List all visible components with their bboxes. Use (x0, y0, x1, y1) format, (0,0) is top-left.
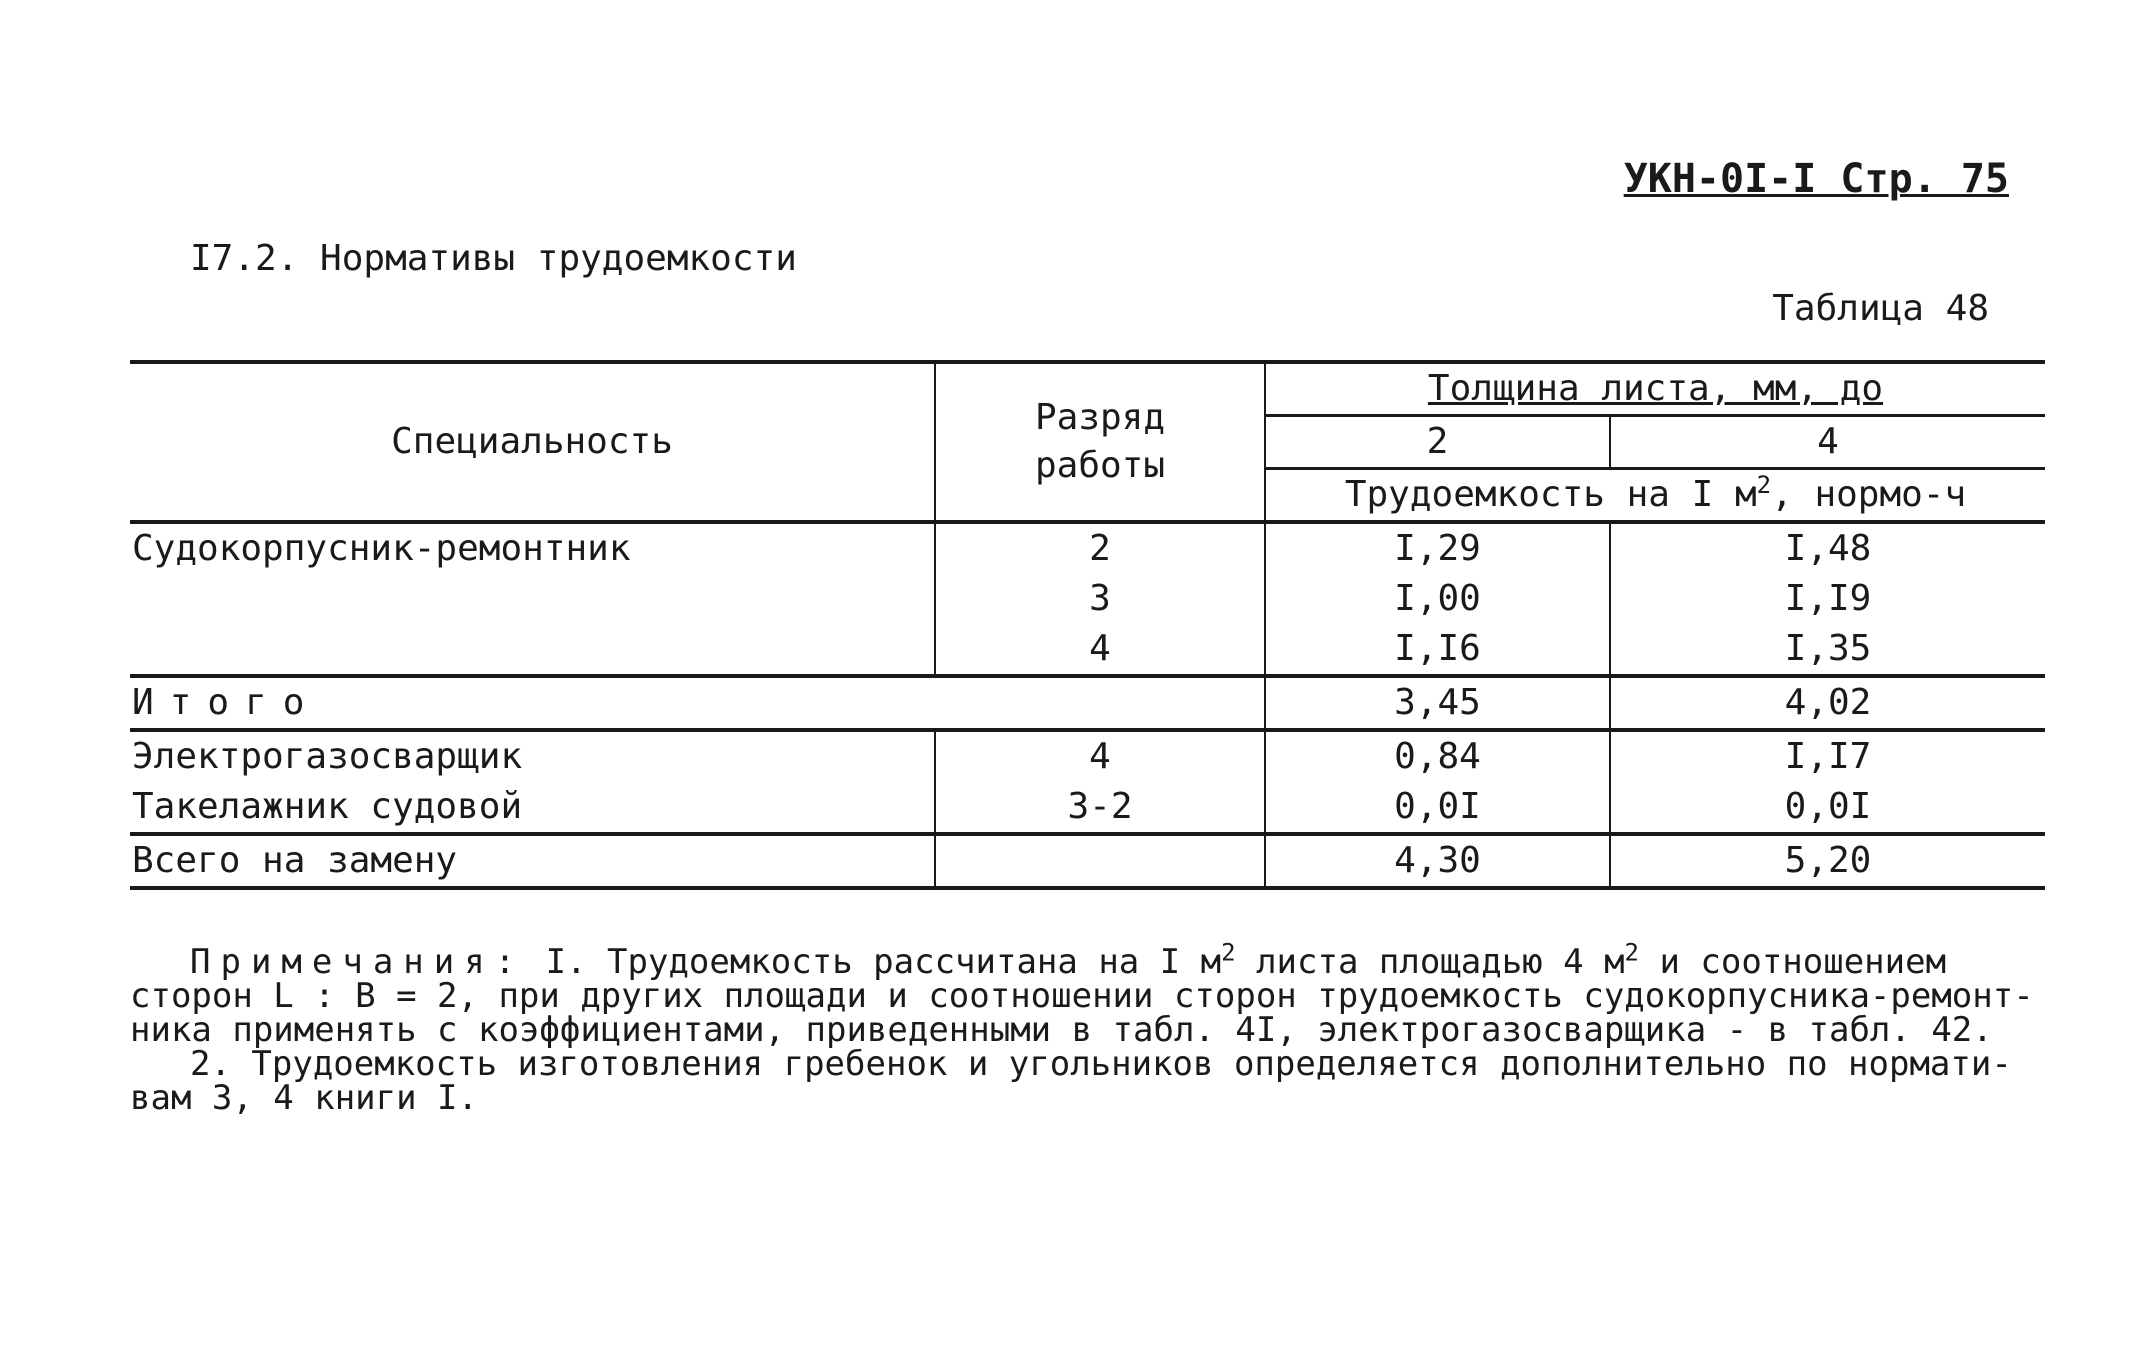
header-labor-unit (1265, 469, 2045, 523)
header-grade-line1: Разряд (1034, 397, 1166, 438)
table-row (130, 522, 2045, 574)
row-grade: 3 (935, 574, 1265, 624)
row-grade: 4 (935, 624, 1265, 676)
labor-norms-table (130, 360, 2045, 890)
row-value-2mm: 0,84 (1265, 730, 1610, 782)
labor-unit-pre: Трудоемкость на I м (1344, 474, 1757, 515)
note-1-line-3: ника применять с коэффициентами, приведенными в табл. 4I, электрогазосварщика - в табл. 42. (130, 1010, 1993, 1050)
row-grade: 4 (935, 730, 1265, 782)
header-thickness-2: 2 (1265, 416, 1610, 469)
row-value-4mm: I,48 (1784, 528, 1872, 569)
row-value-2mm: I,00 (1265, 574, 1610, 624)
row-specialty: Электрогазосварщик (130, 730, 935, 782)
grand-total-value-2mm: 4,30 (1265, 834, 1610, 888)
note-1-part-c: и соотношением (1639, 942, 1947, 982)
header-grade (935, 362, 1265, 522)
total-value-4mm: 4,02 (1784, 682, 1872, 723)
row-value-2mm: 0,0I (1265, 782, 1610, 834)
table-row (130, 782, 2045, 834)
row-specialty: Судокорпусник-ремонтник (130, 522, 935, 574)
note-1-part-b: листа площадью 4 м (1235, 942, 1625, 982)
row-specialty (130, 624, 935, 676)
row-value-4mm: I,I9 (1784, 578, 1872, 619)
header-thickness-4: 4 (1610, 416, 2045, 469)
note-1-part-a: I. Трудоемкость рассчитана на I м (525, 942, 1222, 982)
notes-block (130, 938, 2060, 1118)
row-value-4mm: I,I7 (1784, 736, 1872, 777)
row-value-4mm: 0,0I (1784, 786, 1872, 827)
total-row (130, 676, 2045, 730)
total-value-2mm: 3,45 (1265, 676, 1610, 730)
grand-total-grade (935, 834, 1265, 888)
total-label: Итого (130, 676, 1265, 730)
row-specialty: Такелажник судовой (130, 782, 935, 834)
notes-label: Примечания: (190, 942, 526, 982)
row-value-4mm: I,35 (1784, 628, 1872, 669)
table-row (130, 730, 2045, 782)
header-specialty: Специальность (130, 362, 935, 522)
table-label: Таблица 48 (1772, 288, 1989, 329)
row-grade: 2 (935, 522, 1265, 574)
note-1-sup-2: 2 (1624, 938, 1639, 967)
grand-total-label: Всего на замену (130, 834, 935, 888)
labor-unit-post: , нормо-ч (1771, 474, 1967, 515)
row-specialty (130, 574, 935, 624)
note-1-sup-1: 2 (1221, 938, 1236, 967)
row-value-2mm: I,29 (1265, 522, 1610, 574)
table-row (130, 624, 2045, 676)
note-1-line-2: сторон L : В = 2, при других площади и соотношении сторон трудоемкость судокорпусника-ремонт- (130, 976, 2034, 1016)
header-thickness-label: Толщина листа, мм, до (1427, 368, 1884, 409)
note-2-line-1: 2. Трудоемкость изготовления гребенок и угольников определяется дополнительно по нормати- (190, 1044, 2012, 1084)
note-2-line-2: вам 3, 4 книги I. (130, 1078, 478, 1118)
section-title: I7.2. Нормативы трудоемкости (190, 238, 797, 279)
table-row (130, 574, 2045, 624)
row-value-2mm: I,I6 (1265, 624, 1610, 676)
header-thickness (1265, 362, 2045, 416)
header-grade-line2: работы (1034, 445, 1166, 486)
grand-total-value-4mm: 5,20 (1784, 840, 1872, 881)
row-grade: 3-2 (935, 782, 1265, 834)
document-code: УКН-0I-I Стр. 75 (1623, 156, 2009, 202)
grand-total-row (130, 834, 2045, 888)
labor-unit-sup: 2 (1756, 471, 1772, 499)
note-1-line-1 (130, 938, 2060, 982)
